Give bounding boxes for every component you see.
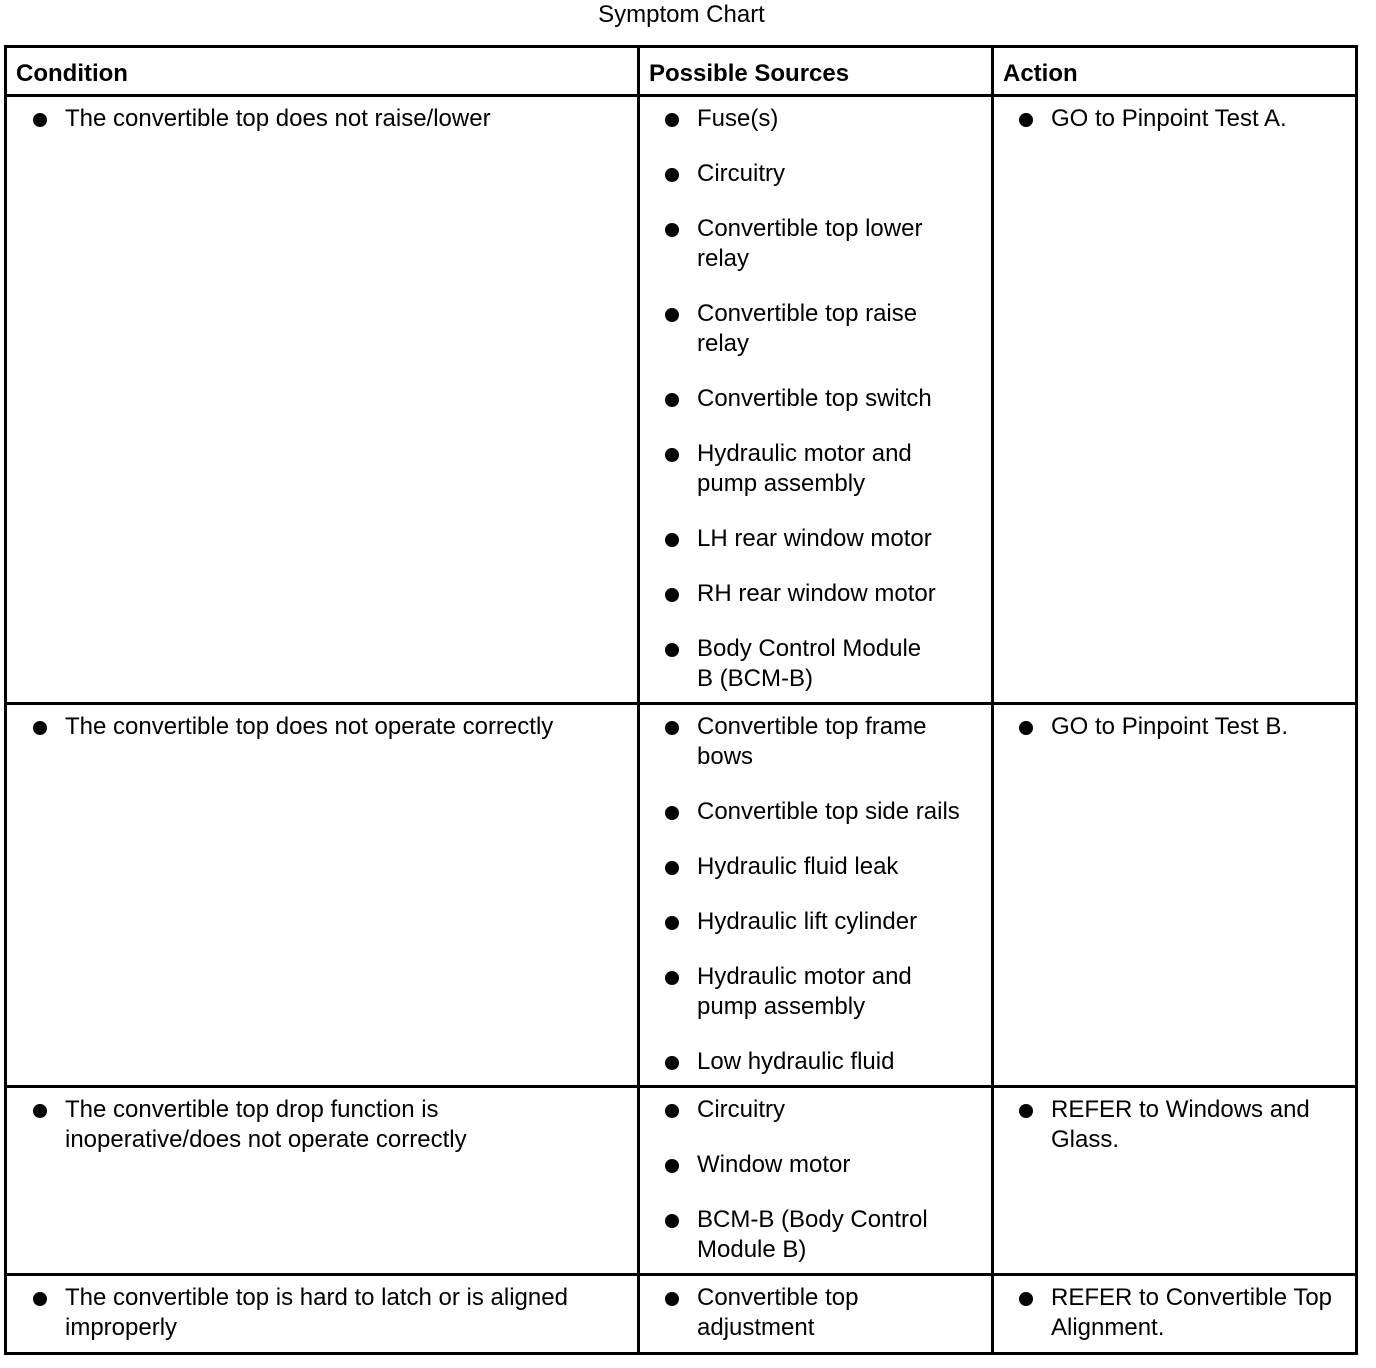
list-item: Hydraulic fluid leak bbox=[639, 852, 991, 882]
list-item: REFER to Convertible Top Alignment. bbox=[993, 1283, 1355, 1343]
bullet-icon bbox=[1019, 113, 1033, 127]
bullet-icon bbox=[1019, 721, 1033, 735]
list-item: REFER to Windows and Glass. bbox=[993, 1095, 1333, 1155]
table-row-2-sources bbox=[639, 712, 991, 1102]
list-item: Convertible top adjustment bbox=[639, 1283, 889, 1343]
bullet-icon bbox=[665, 721, 679, 735]
table-row-4-sources bbox=[639, 1283, 991, 1368]
bullet-icon bbox=[33, 1104, 47, 1118]
table-row-1-sources bbox=[639, 104, 991, 719]
page-title: Symptom Chart bbox=[598, 1, 765, 28]
bullet-icon bbox=[665, 643, 679, 657]
table-row-3-condition bbox=[7, 1095, 637, 1180]
list-item: RH rear window motor bbox=[639, 579, 991, 609]
list-item: Circuitry bbox=[639, 1095, 991, 1125]
bullet-icon bbox=[665, 113, 679, 127]
list-item: The convertible top drop function is inoperative/does not operate correctly bbox=[7, 1095, 517, 1155]
table-row-1-action bbox=[993, 104, 1355, 159]
bullet-icon bbox=[665, 1159, 679, 1173]
list-item: Convertible top frame bows bbox=[639, 712, 949, 772]
list-item: Body Control Module B (BCM-B) bbox=[639, 634, 939, 694]
list-item: The convertible top does not operate correctly bbox=[7, 712, 637, 742]
bullet-icon bbox=[665, 448, 679, 462]
bullet-icon bbox=[665, 588, 679, 602]
bullet-icon bbox=[1019, 1104, 1033, 1118]
table-row-1-condition bbox=[7, 104, 637, 159]
list-item: Convertible top side rails bbox=[639, 797, 991, 827]
list-item: Window motor bbox=[639, 1150, 991, 1180]
table-row-3-sources bbox=[639, 1095, 991, 1290]
bullet-icon bbox=[665, 308, 679, 322]
bullet-icon bbox=[665, 533, 679, 547]
symptom-table bbox=[4, 45, 1358, 1355]
bullet-icon bbox=[665, 1292, 679, 1306]
bullet-icon bbox=[665, 916, 679, 930]
list-item: Hydraulic motor and pump assembly bbox=[639, 962, 939, 1022]
list-item: Convertible top raise relay bbox=[639, 299, 939, 359]
list-item: Low hydraulic fluid bbox=[639, 1047, 991, 1077]
bullet-icon bbox=[665, 223, 679, 237]
bullet-icon bbox=[33, 1292, 47, 1306]
bullet-icon bbox=[1019, 1292, 1033, 1306]
list-item: Hydraulic lift cylinder bbox=[639, 907, 991, 937]
bullet-icon bbox=[665, 168, 679, 182]
header-possible-sources: Possible Sources bbox=[649, 60, 850, 87]
list-item: The convertible top does not raise/lower bbox=[7, 104, 637, 134]
header-condition: Condition bbox=[16, 60, 128, 87]
bullet-icon bbox=[665, 393, 679, 407]
list-item: Hydraulic motor and pump assembly bbox=[639, 439, 939, 499]
table-row-2-condition bbox=[7, 712, 637, 767]
bullet-icon bbox=[665, 861, 679, 875]
header-action: Action bbox=[1003, 60, 1078, 87]
bullet-icon bbox=[665, 1104, 679, 1118]
table-row-2-action bbox=[993, 712, 1355, 767]
bullet-icon bbox=[665, 1056, 679, 1070]
bullet-icon bbox=[665, 1214, 679, 1228]
list-item: Fuse(s) bbox=[639, 104, 991, 134]
table-row-3-action bbox=[993, 1095, 1355, 1180]
list-item: GO to Pinpoint Test A. bbox=[993, 104, 1355, 134]
bullet-icon bbox=[665, 971, 679, 985]
list-item: LH rear window motor bbox=[639, 524, 991, 554]
list-item: Circuitry bbox=[639, 159, 991, 189]
list-item: The convertible top is hard to latch or is aligned improperly bbox=[7, 1283, 617, 1343]
bullet-icon bbox=[33, 113, 47, 127]
table-row-4-condition bbox=[7, 1283, 637, 1368]
list-item: GO to Pinpoint Test B. bbox=[993, 712, 1355, 742]
bullet-icon bbox=[665, 806, 679, 820]
list-item: Convertible top lower relay bbox=[639, 214, 939, 274]
bullet-icon bbox=[33, 721, 47, 735]
table-row-4-action bbox=[993, 1283, 1355, 1368]
list-item: Convertible top switch bbox=[639, 384, 991, 414]
list-item: BCM-B (Body Control Module B) bbox=[639, 1205, 949, 1265]
